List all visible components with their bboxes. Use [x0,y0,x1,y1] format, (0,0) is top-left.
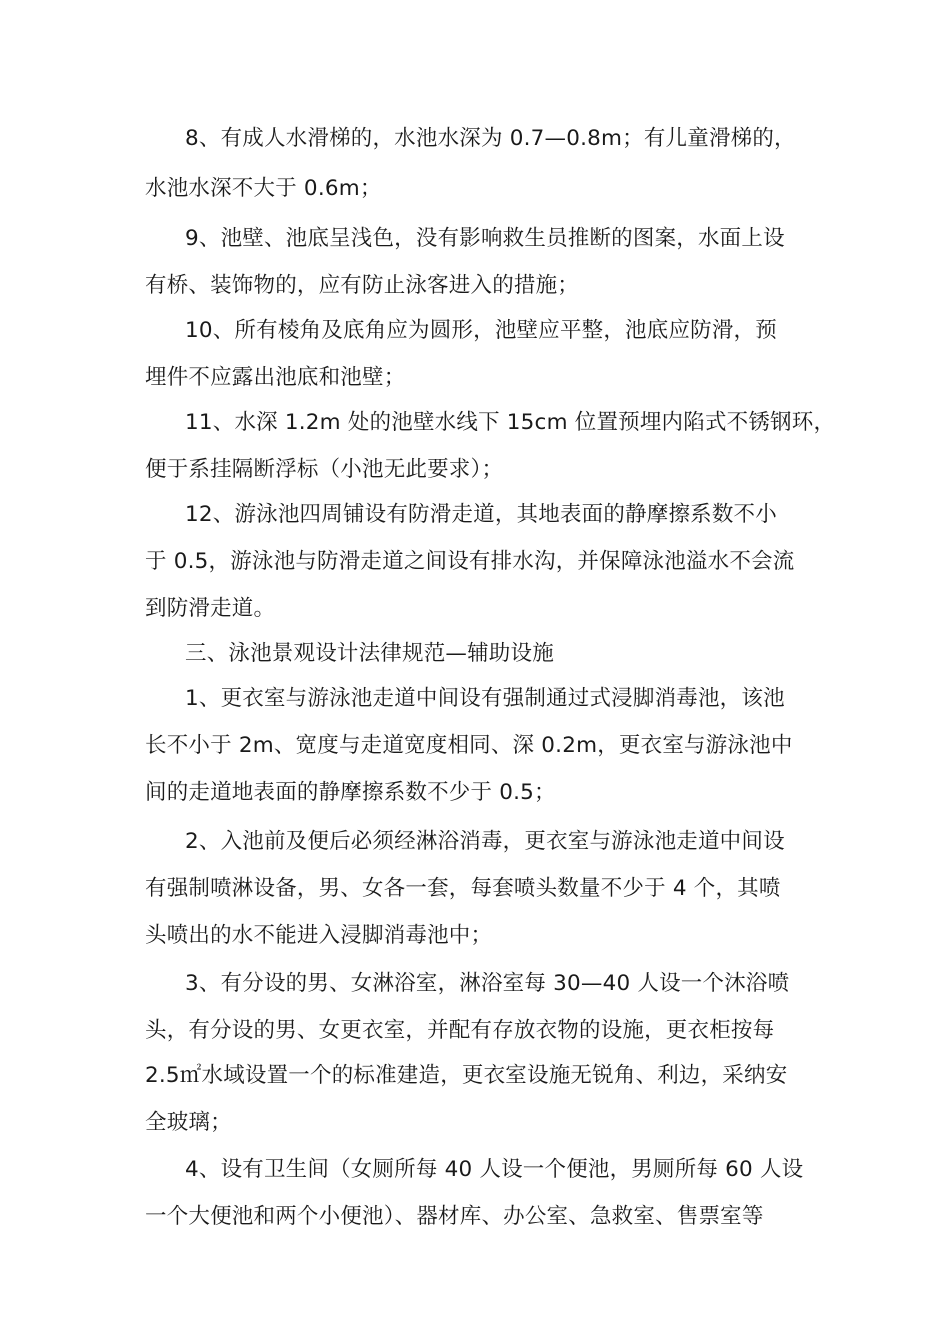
paragraph-line: 2.5㎡水域设置一个的标准建造，更衣室设施无锐角、利边，采纳安 [145,1063,788,1088]
paragraph-line: 2、入池前及便后必须经淋浴消毒，更衣室与游泳池走道中间设 [185,829,785,854]
paragraph-line: 于 0.5，游泳池与防滑走道之间设有排水沟，并保障泳池溢水不会流 [145,549,795,574]
paragraph-line: 埋件不应露出池底和池壁； [145,365,406,390]
paragraph-line: 有桥、装饰物的，应有防止泳客进入的措施； [145,273,580,298]
paragraph-line: 便于系挂隔断浮标（小池无此要求）； [145,457,504,482]
paragraph-line: 有强制喷淋设备，男、女各一套，每套喷头数量不少于 4 个，其喷 [145,876,781,901]
paragraph-line: 到防滑走道。 [145,596,276,621]
paragraph-line: 11、水深 1.2m 处的池壁水线下 15cm 位置预埋内陷式不锈钢环， [185,410,836,435]
paragraph-line: 8、有成人水滑梯的，水池水深为 0.7—0.8m；有儿童滑梯的， [185,126,796,151]
section-heading-text: 三、泳池景观设计法律规范—辅助设施 [185,641,554,666]
paragraph-line: 3、有分设的男、女淋浴室，淋浴室每 30—40 人设一个沐浴喷 [185,971,790,996]
paragraph-line: 12、游泳池四周铺设有防滑走道，其地表面的静摩擦系数不小 [185,502,777,527]
paragraph-line: 水池水深不大于 0.6m； [145,176,382,201]
paragraph-line: 4、设有卫生间（女厕所每 40 人设一个便池，男厕所每 60 人设 [185,1157,804,1182]
paragraph-line: 全玻璃； [145,1110,232,1135]
paragraph-line: 9、池壁、池底呈浅色，没有影响救生员推断的图案，水面上设 [185,226,785,251]
paragraph-line: 一个大便池和两个小便池）、器材库、办公室、急救室、售票室等 [145,1204,764,1229]
paragraph-line: 1、更衣室与游泳池走道中间设有强制通过式浸脚消毒池，该池 [185,686,785,711]
paragraph-line: 头，有分设的男、女更衣室，并配有存放衣物的设施，更衣柜按每 [145,1018,775,1043]
paragraph-line: 头喷出的水不能进入浸脚消毒池中； [145,923,493,948]
paragraph-line: 10、所有棱角及底角应为圆形，池壁应平整，池底应防滑，预 [185,318,777,343]
paragraph-line: 间的走道地表面的静摩擦系数不少于 0.5； [145,780,556,805]
paragraph-line: 长不小于 2m、宽度与走道宽度相同、深 0.2m，更衣室与游泳池中 [145,733,793,758]
